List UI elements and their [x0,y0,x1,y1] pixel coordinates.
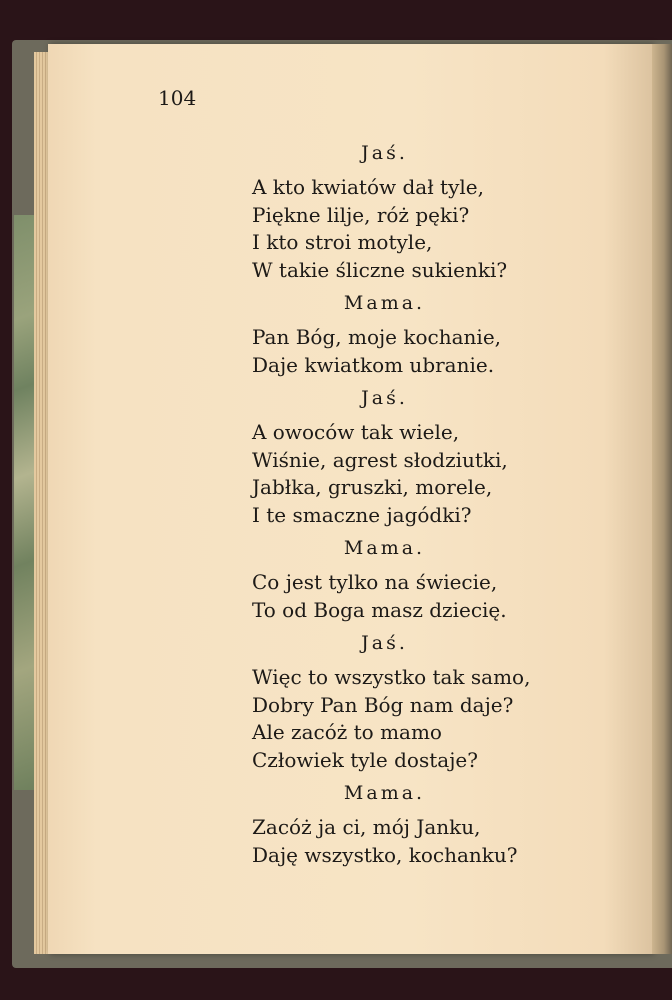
verse-line: W takie śliczne sukienki? [252,257,508,282]
verse-line: I kto stroi motyle, [252,230,433,254]
speaker-heading: Jaś. [361,387,408,409]
verse-line: To od Boga masz dziecię. [252,597,507,622]
speaker-heading: Mama. [343,292,426,314]
verse-line: Więc to wszystko tak samo, [252,665,531,689]
poem-text [252,134,572,873]
stanza [252,628,572,774]
verse-line: A kto kwiatów dał tyle, [252,175,484,199]
verse-line: Daję wszystko, kochanku? [252,842,518,867]
speaker-heading: Jaś. [361,632,408,654]
stanza [252,138,572,284]
verse-line: Piękne lilje, róż pęki? [252,202,470,227]
stanza [252,533,572,624]
speaker-heading: Jaś. [361,142,408,164]
verse-line: Człowiek tyle dostaje? [252,747,478,772]
verse-line: Wiśnie, agrest słodziutki, [252,447,508,472]
stanza [252,383,572,529]
verse-line: I te smaczne jagódki? [252,502,472,527]
verse-line: Daje kwiatkom ubranie. [252,352,495,377]
verse-line: Jabłka, gruszki, morele, [252,475,493,499]
verse-line: Dobry Pan Bóg nam daje? [252,692,514,717]
speaker-heading: Mama. [343,782,426,804]
page-number: 104 [158,86,197,110]
verse-line: A owoców tak wiele, [252,420,460,444]
verse-line: Zacóż ja ci, mój Janku, [252,815,481,839]
facing-page-edge [652,44,672,954]
stanza [252,778,572,869]
verse-line: Co jest tylko na świecie, [252,570,498,594]
stanza [252,288,572,379]
speaker-heading: Mama. [343,537,426,559]
verse-line: Ale zacóż to mamo [252,720,442,744]
verse-line: Pan Bóg, moje kochanie, [252,325,502,349]
